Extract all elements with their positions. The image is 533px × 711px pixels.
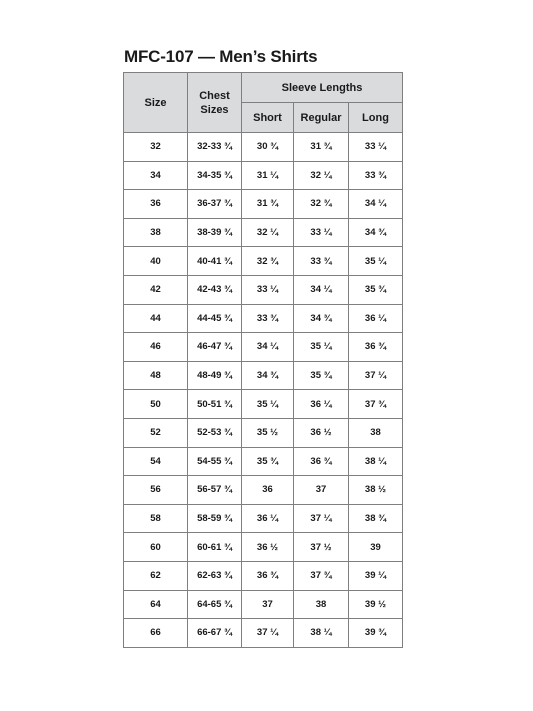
regular-sleeve-cell: 36 ¼	[294, 390, 349, 419]
regular-sleeve-cell: 37 ¾	[294, 561, 349, 590]
short-sleeve-cell: 30 ¾	[242, 133, 294, 162]
short-sleeve-cell: 33 ¾	[242, 304, 294, 333]
short-sleeve-cell: 34 ¾	[242, 361, 294, 390]
long-sleeve-cell: 38	[349, 418, 403, 447]
long-sleeve-cell: 37 ¾	[349, 390, 403, 419]
table-row	[124, 418, 403, 447]
chest-size-cell: 58-59 ¾	[188, 504, 242, 533]
short-sleeve-cell: 35 ½	[242, 418, 294, 447]
regular-sleeve-cell: 37	[294, 476, 349, 505]
chest-size-cell: 54-55 ¾	[188, 447, 242, 476]
long-sleeve-cell: 35 ¾	[349, 275, 403, 304]
chest-sizes-column-header: Chest Sizes	[188, 73, 242, 133]
regular-sleeve-cell: 33 ¾	[294, 247, 349, 276]
chest-size-cell: 48-49 ¾	[188, 361, 242, 390]
size-cell: 48	[124, 361, 188, 390]
long-sleeve-cell: 38 ½	[349, 476, 403, 505]
size-cell: 52	[124, 418, 188, 447]
size-cell: 54	[124, 447, 188, 476]
size-cell: 64	[124, 590, 188, 619]
chest-size-cell: 64-65 ¾	[188, 590, 242, 619]
size-cell: 36	[124, 190, 188, 219]
table-row	[124, 447, 403, 476]
regular-sleeve-cell: 37 ½	[294, 533, 349, 562]
short-sleeve-cell: 36 ¾	[242, 561, 294, 590]
chest-size-cell: 32-33 ¾	[188, 133, 242, 162]
table-row	[124, 533, 403, 562]
size-cell: 38	[124, 218, 188, 247]
regular-sleeve-cell: 31 ¾	[294, 133, 349, 162]
long-sleeve-cell: 39 ¾	[349, 619, 403, 648]
long-sleeve-cell: 33 ¾	[349, 161, 403, 190]
regular-sleeve-cell: 34 ¼	[294, 275, 349, 304]
sleeve-lengths-group-header: Sleeve Lengths	[242, 73, 403, 103]
short-sleeve-cell: 37	[242, 590, 294, 619]
chest-size-cell: 34-35 ¾	[188, 161, 242, 190]
table-row	[124, 218, 403, 247]
short-sleeve-cell: 36 ¼	[242, 504, 294, 533]
long-sleeve-cell: 34 ¼	[349, 190, 403, 219]
table-row	[124, 133, 403, 162]
regular-sleeve-cell: 36 ¾	[294, 447, 349, 476]
size-cell: 60	[124, 533, 188, 562]
table-row	[124, 504, 403, 533]
regular-sleeve-cell: 32 ¾	[294, 190, 349, 219]
size-cell: 66	[124, 619, 188, 648]
table-row	[124, 190, 403, 219]
size-chart-table	[123, 72, 403, 648]
long-sleeve-cell: 33 ¼	[349, 133, 403, 162]
chest-size-cell: 52-53 ¾	[188, 418, 242, 447]
size-cell: 58	[124, 504, 188, 533]
table-row	[124, 390, 403, 419]
long-sleeve-cell: 37 ¼	[349, 361, 403, 390]
long-sleeve-cell: 36 ¾	[349, 333, 403, 362]
chest-size-cell: 56-57 ¾	[188, 476, 242, 505]
regular-sleeve-cell: 38	[294, 590, 349, 619]
size-column-header: Size	[124, 73, 188, 133]
chest-size-cell: 42-43 ¾	[188, 275, 242, 304]
size-cell: 50	[124, 390, 188, 419]
short-sleeve-cell: 32 ¾	[242, 247, 294, 276]
table-body	[124, 133, 403, 648]
short-sleeve-cell: 31 ¼	[242, 161, 294, 190]
table-row	[124, 247, 403, 276]
size-cell: 56	[124, 476, 188, 505]
size-cell: 34	[124, 161, 188, 190]
table-row	[124, 561, 403, 590]
long-sleeve-cell: 38 ¾	[349, 504, 403, 533]
long-sleeve-cell: 39	[349, 533, 403, 562]
table-row	[124, 161, 403, 190]
table-row	[124, 361, 403, 390]
size-cell: 42	[124, 275, 188, 304]
table-row	[124, 333, 403, 362]
chest-size-cell: 66-67 ¾	[188, 619, 242, 648]
chest-size-cell: 44-45 ¾	[188, 304, 242, 333]
short-column-header: Short	[242, 103, 294, 133]
size-cell: 40	[124, 247, 188, 276]
long-sleeve-cell: 38 ¼	[349, 447, 403, 476]
regular-sleeve-cell: 37 ¼	[294, 504, 349, 533]
page-title: MFC-107 — Men’s Shirts	[124, 47, 318, 66]
table-header	[124, 73, 403, 133]
regular-sleeve-cell: 33 ¼	[294, 218, 349, 247]
table-row	[124, 590, 403, 619]
short-sleeve-cell: 34 ¼	[242, 333, 294, 362]
long-sleeve-cell: 34 ¾	[349, 218, 403, 247]
short-sleeve-cell: 31 ¾	[242, 190, 294, 219]
table-row	[124, 275, 403, 304]
size-cell: 32	[124, 133, 188, 162]
short-sleeve-cell: 36 ½	[242, 533, 294, 562]
chest-size-cell: 38-39 ¾	[188, 218, 242, 247]
long-sleeve-cell: 35 ¼	[349, 247, 403, 276]
chest-size-cell: 40-41 ¾	[188, 247, 242, 276]
short-sleeve-cell: 33 ¼	[242, 275, 294, 304]
size-cell: 44	[124, 304, 188, 333]
size-cell: 46	[124, 333, 188, 362]
long-column-header: Long	[349, 103, 403, 133]
chest-size-cell: 36-37 ¾	[188, 190, 242, 219]
regular-sleeve-cell: 32 ¼	[294, 161, 349, 190]
regular-sleeve-cell: 34 ¾	[294, 304, 349, 333]
long-sleeve-cell: 39 ½	[349, 590, 403, 619]
chest-size-cell: 60-61 ¾	[188, 533, 242, 562]
chest-size-cell: 50-51 ¾	[188, 390, 242, 419]
regular-column-header: Regular	[294, 103, 349, 133]
table-row	[124, 304, 403, 333]
size-cell: 62	[124, 561, 188, 590]
long-sleeve-cell: 36 ¼	[349, 304, 403, 333]
short-sleeve-cell: 32 ¼	[242, 218, 294, 247]
regular-sleeve-cell: 36 ½	[294, 418, 349, 447]
regular-sleeve-cell: 35 ¼	[294, 333, 349, 362]
short-sleeve-cell: 35 ¾	[242, 447, 294, 476]
table-row	[124, 619, 403, 648]
short-sleeve-cell: 35 ¼	[242, 390, 294, 419]
regular-sleeve-cell: 38 ¼	[294, 619, 349, 648]
table-row	[124, 476, 403, 505]
regular-sleeve-cell: 35 ¾	[294, 361, 349, 390]
chest-size-cell: 46-47 ¾	[188, 333, 242, 362]
chest-size-cell: 62-63 ¾	[188, 561, 242, 590]
long-sleeve-cell: 39 ¼	[349, 561, 403, 590]
short-sleeve-cell: 37 ¼	[242, 619, 294, 648]
short-sleeve-cell: 36	[242, 476, 294, 505]
